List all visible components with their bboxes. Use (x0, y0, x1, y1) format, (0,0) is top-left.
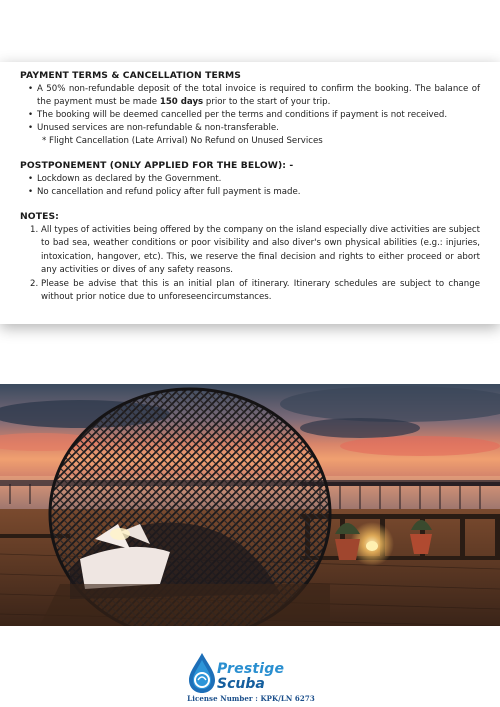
payment-item-deposit: • A 50% non-refundable deposit of the total invoice is required to confirm the booking. The balance of the payment must be made 150 days prior to the start of your trip. (28, 83, 480, 109)
prestige-scuba-logo (186, 652, 326, 707)
water-drop-icon (186, 652, 218, 694)
note-item: 1. All types of activities being offered by the company on the island especially dive activities are subject to bad sea, weather conditions or poor visibility and also diver's own physical abilities (e.g.: injuries, intoxication, hangover, etc). This, we reserve the final decision and rights to either proceed or abort any activities or dives of any safety reasons. (30, 225, 480, 276)
notes-heading: NOTES: (20, 211, 59, 222)
notes-list (20, 224, 480, 304)
payment-days-bold: 150 days (159, 97, 204, 107)
payment-item-flight: * Flight Cancellation (Late Arrival) No Refund on Unused Services (42, 136, 323, 146)
terms-card (0, 62, 500, 324)
postponement-heading: POSTPONEMENT (ONLY APPLIED FOR THE BELOW): - (20, 160, 294, 171)
payment-item-cancelled: • The booking will be deemed cancelled per the terms and conditions if payment is not received. (28, 109, 480, 122)
logo-word-prestige: Prestige (217, 661, 285, 677)
logo-word-scuba: Scuba (217, 676, 265, 692)
payment-list (20, 83, 480, 148)
postponement-list (20, 173, 480, 199)
photo-illustration (0, 384, 500, 626)
payment-item-unused: • Unused services are non-refundable & non-transferable. (28, 122, 480, 135)
postponement-item-no-refund: • No cancellation and refund policy after full payment is made. (28, 186, 480, 199)
postponement-item-lockdown: • Lockdown as declared by the Government. (28, 173, 480, 186)
payment-heading: PAYMENT TERMS & CANCELLATION TERMS (20, 70, 241, 81)
note-item: 2. Please be advise that this is an initial plan of itinerary. Itinerary schedules are subject to change without prior notice due to unforeseencircumstances. (30, 278, 480, 303)
sunset-lounge-photo (0, 384, 500, 626)
license-number: License Number : KPK/LN 6273 (187, 694, 315, 703)
